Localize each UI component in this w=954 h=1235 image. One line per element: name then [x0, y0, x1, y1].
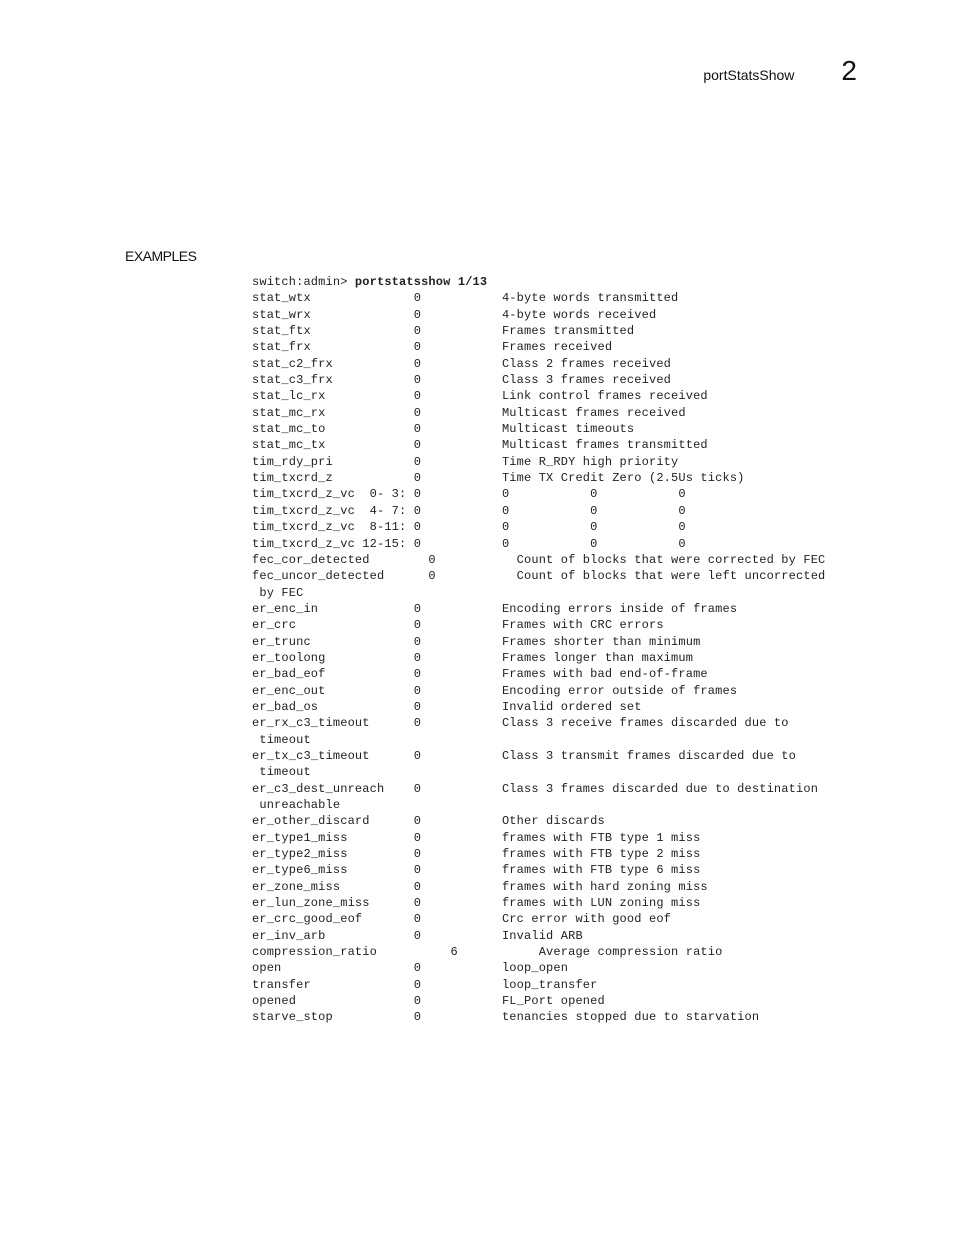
running-header-title: portStatsShow: [703, 67, 795, 83]
output-line: er_tx_c3_timeout 0 Class 3 transmit frames discarded due to: [252, 748, 796, 763]
output-line: tim_txcrd_z_vc 12-15: 0 0 0 0: [252, 536, 686, 551]
output-line: er_zone_miss 0 frames with hard zoning miss: [252, 879, 708, 894]
output-line: by FEC: [252, 585, 304, 600]
output-line: stat_wtx 0 4-byte words transmitted: [252, 291, 679, 306]
running-header: [703, 55, 857, 87]
output-line: starve_stop 0 tenancies stopped due to starvation: [252, 1010, 760, 1025]
section-heading: EXAMPLES: [125, 248, 197, 264]
output-line: er_enc_in 0 Encoding errors inside of frames: [252, 601, 738, 616]
output-line: er_inv_arb 0 Invalid ARB: [252, 928, 583, 943]
output-line: er_crc_good_eof 0 Crc error with good eof: [252, 912, 672, 927]
output-line: er_toolong 0 Frames longer than maximum: [252, 650, 694, 665]
output-line: stat_mc_rx 0 Multicast frames received: [252, 405, 686, 420]
output-line: stat_frx 0 Frames received: [252, 340, 613, 355]
output-line: stat_lc_rx 0 Link control frames received: [252, 389, 708, 404]
output-line: stat_ftx 0 Frames transmitted: [252, 324, 635, 339]
output-line: stat_mc_to 0 Multicast timeouts: [252, 422, 635, 437]
output-line: er_crc 0 Frames with CRC errors: [252, 618, 664, 633]
output-line: tim_txcrd_z_vc 0- 3: 0 0 0 0: [252, 487, 686, 502]
output-line: timeout: [252, 765, 311, 780]
output-line: er_bad_eof 0 Frames with bad end-of-frame: [252, 667, 708, 682]
output-line: opened 0 FL_Port opened: [252, 994, 605, 1009]
output-line: er_bad_os 0 Invalid ordered set: [252, 699, 642, 714]
output-line: tim_txcrd_z_vc 8-11: 0 0 0 0: [252, 520, 686, 535]
output-line: fec_uncor_detected 0 Count of blocks that were left uncorrected: [252, 569, 826, 584]
output-line: tim_txcrd_z_vc 4- 7: 0 0 0 0: [252, 503, 686, 518]
output-line: timeout: [252, 732, 311, 747]
output-line: er_other_discard 0 Other discards: [252, 814, 605, 829]
output-line: er_type2_miss 0 frames with FTB type 2 miss: [252, 847, 701, 862]
example-code-block: [252, 274, 825, 1026]
output-line: fec_cor_detected 0 Count of blocks that were corrected by FEC: [252, 552, 826, 567]
output-line: er_type6_miss 0 frames with FTB type 6 miss: [252, 863, 701, 878]
output-line: unreachable: [252, 798, 341, 812]
output-line: stat_c2_frx 0 Class 2 frames received: [252, 356, 672, 371]
output-line: tim_rdy_pri 0 Time R_RDY high priority: [252, 454, 679, 469]
output-line: er_trunc 0 Frames shorter than minimum: [252, 634, 701, 649]
output-line: compression_ratio 6 Average compression ratio: [252, 945, 723, 960]
chapter-number: 2: [841, 55, 857, 86]
output-line: open 0 loop_open: [252, 961, 569, 976]
output-line: stat_mc_tx 0 Multicast frames transmitted: [252, 438, 708, 453]
output-line: er_lun_zone_miss 0 frames with LUN zoning miss: [252, 896, 701, 911]
output-line: stat_c3_frx 0 Class 3 frames received: [252, 373, 672, 388]
shell-prompt: switch:admin>: [252, 275, 355, 289]
command-line: [252, 274, 825, 290]
output-line: er_rx_c3_timeout 0 Class 3 receive frames discarded due to: [252, 716, 789, 731]
output-line: stat_wrx 0 4-byte words received: [252, 307, 657, 322]
output-line: transfer 0 loop_transfer: [252, 977, 598, 992]
output-line: er_enc_out 0 Encoding error outside of frames: [252, 683, 738, 698]
command-text: portstatsshow 1/13: [354, 275, 488, 289]
output-line: er_type1_miss 0 frames with FTB type 1 miss: [252, 830, 701, 845]
output-line: er_c3_dest_unreach 0 Class 3 frames discarded due to destination: [252, 781, 819, 796]
output-line: tim_txcrd_z 0 Time TX Credit Zero (2.5Us ticks): [252, 471, 745, 486]
